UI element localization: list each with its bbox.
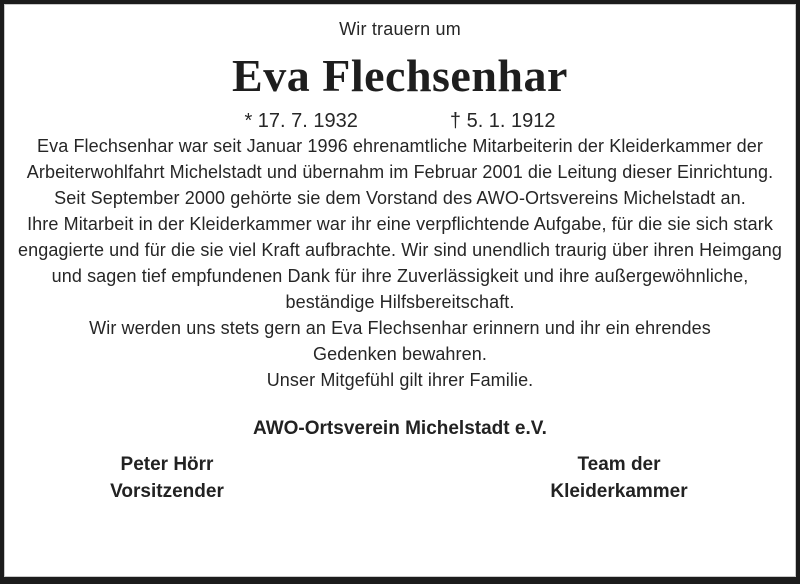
signature-left: [54, 451, 280, 505]
signature-left-role: Vorsitzender: [110, 481, 224, 502]
signatures-row: [4, 451, 796, 505]
paragraph-remembrance: Wir werden uns stets gern an Eva Flechsenhar erinnern und ihr ein ehrendes Gedenken bewahren.: [89, 318, 711, 364]
signature-right-line2: Kleiderkammer: [550, 481, 688, 502]
death-date: † 5. 1. 1912: [449, 110, 556, 132]
intro-line: Wir trauern um: [339, 19, 461, 39]
birth-date: * 17. 7. 1932: [244, 110, 358, 132]
deceased-name: Eva Flechsenhar: [232, 50, 568, 101]
paragraph-tribute: Ihre Mitarbeit in der Kleiderkammer war ihr eine verpflichtende Aufgabe, für die sie sich stark engagierte und für die sie viel Kraft aufbrachte. Wir sind unendlich traurig über ihren Heimgang und sagen tief empfundenen Dank für ihre Zuverlässigkeit und ihre außergewöhnliche, beständige Hilfsbereitschaft.: [17, 214, 783, 312]
paragraph-service-history: Eva Flechsenhar war seit Januar 1996 ehrenamtliche Mitarbeiterin der Kleiderkammer der Arbeiterwohlfahrt Michelstadt und übernahm im Februar 2001 die Leitung dieser Einrichtung. Seit September 2000 gehörte sie dem Vorstand des AWO-Ortsvereins Michelstadt an.: [26, 136, 774, 208]
paragraph-condolence: Unser Mitgefühl gilt ihrer Familie.: [266, 370, 534, 390]
signature-right: [506, 451, 732, 505]
life-dates: [4, 109, 796, 133]
signature-right-line1: Team der: [577, 454, 661, 475]
organization-name: AWO-Ortsverein Michelstadt e.V.: [253, 418, 547, 439]
signature-left-name: Peter Hörr: [120, 454, 214, 475]
